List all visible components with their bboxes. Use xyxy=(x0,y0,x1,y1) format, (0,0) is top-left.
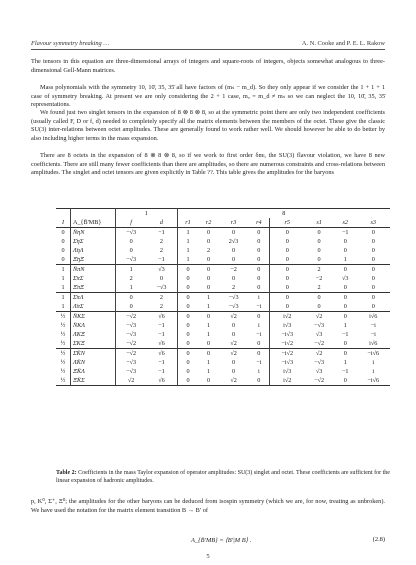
table-row xyxy=(56,339,390,349)
table-cell-s1: 0 xyxy=(317,238,321,245)
table-cell-amp: Σ̄πΣ xyxy=(71,274,116,283)
table-cell-i: 1 xyxy=(56,265,71,275)
table-cell-s3: −i√6 xyxy=(357,349,391,359)
table-cell-s3: 0 xyxy=(357,228,391,238)
table-cell-amp: Λ̄ηΛ xyxy=(71,246,116,255)
table-cell-s2: √3 xyxy=(341,275,349,282)
table-cell-i: 0 xyxy=(56,246,71,255)
column-header-f: f xyxy=(116,218,147,228)
table-cell-s2: 1 xyxy=(343,322,347,329)
table-cell-f: −√2 xyxy=(126,340,137,347)
running-head-authors: A. N. Cooke and P. E. L. Rakow xyxy=(301,40,385,47)
caption-label: Table 2: xyxy=(56,470,77,476)
table-cell-s3: i√6 xyxy=(357,312,391,322)
table-cell-r1: 0 xyxy=(186,331,190,338)
table-cell-r2: 1 xyxy=(207,331,211,338)
table-cell-s1: −√2 xyxy=(314,340,325,347)
table-cell-r5: −i√2 xyxy=(270,349,304,359)
table-cell-r3: 0 xyxy=(232,322,236,329)
table-cell-s3: 0 xyxy=(357,265,391,275)
table-cell-r3: 0 xyxy=(232,331,236,338)
table-cell-i: ½ xyxy=(56,349,71,359)
table-cell-r1: 0 xyxy=(186,303,190,310)
table-cell-amp: Λ̄KΞ xyxy=(71,330,116,339)
table-cell-s1: −√3 xyxy=(314,322,325,329)
table-cell-s2: 0 xyxy=(334,376,357,386)
table-cell-r3: √2 xyxy=(230,340,237,347)
table-row xyxy=(56,376,390,386)
column-header-d: d xyxy=(146,218,177,228)
table-cell-r5: i√2 xyxy=(270,376,304,386)
table-cell-r5: 0 xyxy=(285,284,289,291)
table-cell-r4: i xyxy=(248,321,269,330)
table-cell-f: 0 xyxy=(129,247,133,254)
table-cell-d: √6 xyxy=(146,376,177,386)
table-cell-d: 2 xyxy=(146,293,177,303)
table-cell-r3: 0 xyxy=(232,247,236,254)
column-header-amp: A_{B̄'MB} xyxy=(71,218,116,228)
table-cell-s3: i xyxy=(372,359,375,366)
table-cell-s1: √3 xyxy=(315,331,323,338)
table-cell-r2: 0 xyxy=(207,284,211,291)
column-header-s3: s3 xyxy=(357,218,391,228)
table-cell-r4: 0 xyxy=(248,228,269,238)
table-cell-d: 2 xyxy=(146,246,177,255)
table-cell-d: √6 xyxy=(146,339,177,349)
table-cell-s1: −√2 xyxy=(304,376,334,386)
table-cell-f: −√3 xyxy=(126,368,137,375)
table-cell-r4: −i xyxy=(248,302,269,312)
table-cell-r5: i√3 xyxy=(283,368,292,375)
table-cell-r3: 2 xyxy=(232,284,236,291)
table-cell-i: 1 xyxy=(56,302,71,312)
table-cell-s1: √2 xyxy=(304,312,334,322)
table-cell-r1: 0 xyxy=(186,340,190,347)
table-row xyxy=(56,330,390,339)
column-header-r3: r3 xyxy=(219,218,249,228)
table-cell-r4: i xyxy=(248,367,269,376)
table-row xyxy=(56,274,390,283)
table-cell-i: 1 xyxy=(56,293,71,303)
table-cell-r5: i√2 xyxy=(270,312,304,322)
table-cell-i: ½ xyxy=(56,321,71,330)
table-cell-s1: √2 xyxy=(304,349,334,359)
table-cell-r1: 0 xyxy=(177,265,198,275)
table-cell-s2: 0 xyxy=(334,312,357,322)
table-cell-s1: 2 xyxy=(317,284,321,291)
table-cell-s2: 0 xyxy=(343,238,347,245)
table-row xyxy=(56,246,390,255)
table-cell-r1: 0 xyxy=(186,275,190,282)
table-cell-s2: −1 xyxy=(341,368,349,375)
paragraph-octets: There are 8 octets in the expansion of 8 ⊗ 8 ⊗ 8, so if we work to first order δmₗ, the SU(3) flavour violation, we have 8 new coefficients. There are still many fewer coefficients than there are amplitudes, so there are numerous constraints and cross-relations between amplitudes. The singlet and octet tensors are given explicitly in Table ??. This table gives the amplitudes for the baryons xyxy=(31,152,385,177)
table-cell-r1: 0 xyxy=(186,284,190,291)
table-cell-s3: 0 xyxy=(371,247,375,254)
paragraph-tensors: The tensors in this equation are three-dimensional arrays of integers and square-roots of integers, objects somewhat analogous to three-dimensional Gell-Mann matrices. xyxy=(31,58,385,74)
table-cell-r1: 0 xyxy=(186,368,190,375)
paragraph-mass-polynomials: Mass polynomials with the symmetry 10, 10̄, 35, 35̄ all have factors of (mₛ − m_d). So they only appear if we consider the 1 + 1 + 1 case of symmetry breaking. At present we are only considering the 2 + 1 case, mᵤ = m_d ≠ mₛ so we can neglect the 10, 10̄, 35, 35̄ representations. xyxy=(31,84,385,109)
column-header-r2: r2 xyxy=(198,218,218,228)
table-cell-i: 0 xyxy=(56,228,71,238)
table-row xyxy=(56,283,390,293)
table-cell-f: √2 xyxy=(116,376,147,386)
table-cell-r2: 1 xyxy=(207,322,211,329)
table-row xyxy=(56,358,390,367)
table-cell-r2: 0 xyxy=(207,340,211,347)
equation-2-8 xyxy=(31,536,385,546)
table-cell-r2: 0 xyxy=(207,275,211,282)
table-cell-r3: √2 xyxy=(219,312,249,322)
table-cell-r5: 0 xyxy=(285,238,289,245)
group-header-octet: 8 xyxy=(177,209,390,219)
table-cell-r3: −2 xyxy=(219,265,249,275)
table-cell-amp: Ξ̄ηΞ xyxy=(71,255,116,265)
table-cell-d: √3 xyxy=(146,265,177,275)
table-cell-i: 1 xyxy=(56,283,71,293)
table-cell-amp: Λ̄πΣ xyxy=(71,302,116,312)
table-cell-d: 2 xyxy=(146,237,177,246)
table-cell-amp: Σ̄πΛ xyxy=(71,293,116,303)
table-cell-r5: −i√2 xyxy=(281,340,294,347)
table-cell-d: −1 xyxy=(146,228,177,238)
column-header-i: I xyxy=(56,218,71,228)
table-cell-s2: 0 xyxy=(343,340,347,347)
table-cell-amp: Ξ̄K̄Λ xyxy=(71,367,116,376)
table-cell-f: 2 xyxy=(129,275,133,282)
table-cell-r1: 1 xyxy=(186,238,190,245)
table-cell-r3: √2 xyxy=(219,349,249,359)
table-cell-s3: i√6 xyxy=(369,340,378,347)
table-cell-s1: 0 xyxy=(304,228,334,238)
table-cell-r2: 0 xyxy=(198,265,218,275)
column-header-r1: r1 xyxy=(177,218,198,228)
table-cell-f: −√3 xyxy=(126,256,137,263)
table-cell-amp: Σ̄KΞ xyxy=(71,339,116,349)
table-cell-s2: 1 xyxy=(343,256,347,263)
table-cell-s1: −2 xyxy=(315,275,323,282)
group-header-blank xyxy=(71,209,116,219)
table-cell-f: −√3 xyxy=(126,322,137,329)
table-cell-r1: 0 xyxy=(177,312,198,322)
table-cell-r4: −i xyxy=(248,330,269,339)
coefficient-table-wrap xyxy=(56,208,390,386)
table-cell-amp: N̄KΣ xyxy=(71,312,116,322)
table-cell-r4: 0 xyxy=(248,274,269,283)
equation-number: (2.8) xyxy=(372,536,385,543)
table-cell-f: 1 xyxy=(129,284,133,291)
table-cell-r3: 0 xyxy=(232,256,236,263)
table-cell-d: √6 xyxy=(146,312,177,322)
table-cell-s1: √3 xyxy=(315,368,323,375)
table-cell-r2: 1 xyxy=(207,368,211,375)
table-cell-amp: Ξ̄πΞ xyxy=(71,283,116,293)
table-cell-r3: −√3 xyxy=(219,293,249,303)
table-cell-s3: 0 xyxy=(357,293,391,303)
table-body xyxy=(56,228,390,386)
column-header-s1: s1 xyxy=(304,218,334,228)
table-cell-d: √6 xyxy=(146,349,177,359)
table-cell-r5: 0 xyxy=(270,265,304,275)
table-cell-amp: N̄ηN xyxy=(71,228,116,238)
table-row xyxy=(56,349,390,359)
table-cell-r3: 0 xyxy=(232,359,236,366)
table-cell-r1: 0 xyxy=(177,376,198,386)
table-cell-amp: Ξ̄K̄Σ xyxy=(71,376,116,386)
table-cell-r5: −i√3 xyxy=(281,331,294,338)
table-cell-amp: N̄KΛ xyxy=(71,321,116,330)
table-cell-r4: 0 xyxy=(248,255,269,265)
table-cell-r4: i xyxy=(248,293,269,303)
table-cell-i: ½ xyxy=(56,312,71,322)
table-cell-f: −√3 xyxy=(126,359,137,366)
table-cell-f: −√2 xyxy=(116,349,147,359)
table-cell-r2: 0 xyxy=(198,228,218,238)
table-cell-d: −1 xyxy=(146,367,177,376)
table-cell-i: ½ xyxy=(56,376,71,386)
table-cell-i: ½ xyxy=(56,367,71,376)
table-cell-d: −1 xyxy=(146,358,177,367)
table-row xyxy=(56,255,390,265)
table-cell-r4: 0 xyxy=(248,376,269,386)
table-cell-s2: 0 xyxy=(334,349,357,359)
paragraph-singlet-tensors: We found just two singlet tensors in the expansion of 8 ⊗ 8 ⊗ 8, so at the symmetric point there are only two independent coefficients (usually called F, D or f, d) needed to completely specify all the matrix elements between the members of the octet. These give the classic SU(3) inter-relations between octet amplitudes. These are generally found to work rather well. We should however be able to do better by also including higher terms in the mass expansion. xyxy=(31,109,385,142)
table-row xyxy=(56,367,390,376)
table-cell-r2: 0 xyxy=(198,312,218,322)
table-cell-d: −1 xyxy=(146,255,177,265)
table-cell-r2: 1 xyxy=(198,293,218,303)
table-cell-r3: 0 xyxy=(232,275,236,282)
table-row xyxy=(56,302,390,312)
table-cell-s3: −i xyxy=(370,322,376,329)
table-caption xyxy=(56,469,390,485)
table-cell-r2: 0 xyxy=(198,376,218,386)
table-cell-r5: i√3 xyxy=(283,322,292,329)
table-cell-s3: −i xyxy=(370,331,376,338)
group-header-blank xyxy=(56,209,71,219)
column-header-r4: r4 xyxy=(248,218,269,228)
table-row xyxy=(56,321,390,330)
table-cell-r1: 0 xyxy=(186,322,190,329)
table-cell-s3: 0 xyxy=(371,303,375,310)
table-cell-s2: 0 xyxy=(334,265,357,275)
table-cell-s3: −i√6 xyxy=(357,376,391,386)
table-cell-r1: 0 xyxy=(177,349,198,359)
table-cell-r2: 0 xyxy=(207,238,211,245)
table-cell-i: 0 xyxy=(56,237,71,246)
table-cell-s2: 0 xyxy=(334,293,357,303)
table-group-header-row xyxy=(56,209,390,219)
table-row xyxy=(56,293,390,303)
table-cell-r2: 1 xyxy=(207,303,211,310)
caption-text: Coefficients in the mass Taylor expansion of operator amplitudes: SU(3) singlet and octet. These coefficients are sufficient for the linear expansion of hadronic amplitudes. xyxy=(56,470,390,484)
table-cell-s3: 0 xyxy=(371,256,375,263)
table-cell-r1: 1 xyxy=(177,228,198,238)
table-cell-amp: N̄πN xyxy=(71,265,116,275)
table-cell-s1: 2 xyxy=(304,265,334,275)
table-cell-i: 0 xyxy=(56,255,71,265)
table-cell-f: −√3 xyxy=(126,331,137,338)
table-cell-f: −√2 xyxy=(116,312,147,322)
table-cell-d: 2 xyxy=(146,302,177,312)
table-cell-r3: 2√3 xyxy=(228,238,239,245)
table-cell-i: ½ xyxy=(56,339,71,349)
table-cell-r4: 0 xyxy=(248,349,269,359)
table-cell-r3: −√3 xyxy=(228,303,239,310)
table-cell-s3: 0 xyxy=(371,275,375,282)
table-cell-s1: 0 xyxy=(317,256,321,263)
table-cell-f: 0 xyxy=(129,303,133,310)
table-cell-d: −1 xyxy=(146,321,177,330)
table-cell-r4: −i xyxy=(248,358,269,367)
table-cell-s2: 1 xyxy=(343,359,347,366)
table-cell-r3: 0 xyxy=(232,368,236,375)
table-row xyxy=(56,237,390,246)
table-cell-r2: 2 xyxy=(207,247,211,254)
table-cell-r4: 0 xyxy=(248,246,269,255)
page-number: 5 xyxy=(206,553,210,560)
table-cell-d: −1 xyxy=(146,330,177,339)
table-row xyxy=(56,265,390,275)
table-cell-s3: 0 xyxy=(371,284,375,291)
table-cell-d: −√3 xyxy=(146,283,177,293)
table-row xyxy=(56,312,390,322)
table-cell-r5: 0 xyxy=(270,228,304,238)
coefficient-table xyxy=(56,208,390,386)
table-cell-i: ½ xyxy=(56,358,71,367)
table-cell-r2: 1 xyxy=(207,359,211,366)
table-cell-r4: 0 xyxy=(248,237,269,246)
table-cell-r4: 0 xyxy=(248,265,269,275)
table-cell-r4: 0 xyxy=(248,312,269,322)
table-cell-r4: 0 xyxy=(248,339,269,349)
table-cell-r5: 0 xyxy=(285,275,289,282)
table-cell-amp: Σ̄K̄N xyxy=(71,349,116,359)
table-cell-d: 0 xyxy=(146,274,177,283)
table-cell-f: 0 xyxy=(129,238,133,245)
table-cell-i: 1 xyxy=(56,274,71,283)
table-cell-s2: 0 xyxy=(343,303,347,310)
table-cell-r4: 0 xyxy=(248,283,269,293)
table-cell-i: ½ xyxy=(56,330,71,339)
table-cell-r2: 0 xyxy=(207,256,211,263)
table-cell-s3: i xyxy=(372,368,375,375)
table-cell-r1: 1 xyxy=(186,247,190,254)
table-cell-f: 0 xyxy=(116,293,147,303)
table-cell-r3: 0 xyxy=(219,228,249,238)
table-cell-s3: 0 xyxy=(371,238,375,245)
table-column-header-row xyxy=(56,218,390,228)
equation-body: A_{B̄′MB} = ⟨B′|M B⟩ . xyxy=(191,537,252,544)
table-cell-r5: −i√3 xyxy=(281,359,294,366)
paragraph-notation: p, K⁰, Σ⁺, Ξ⁰; the amplitudes for the other baryons can be deduced from isospin symmetry (which we are, for now, treating as unbroken). We have used the notation for the matrix element transition B → B′ of xyxy=(31,498,385,514)
table-cell-r1: 0 xyxy=(177,293,198,303)
table-cell-r2: 0 xyxy=(198,349,218,359)
table-cell-r5: 0 xyxy=(270,293,304,303)
table-cell-amp: Λ̄K̄N xyxy=(71,358,116,367)
column-header-r5: r5 xyxy=(270,218,304,228)
table-cell-amp: Σ̄ηΣ xyxy=(71,237,116,246)
running-head-title: Flavour symmetry breaking … xyxy=(31,40,110,47)
table-cell-s1: 0 xyxy=(317,247,321,254)
table-cell-r1: 1 xyxy=(186,256,190,263)
table-cell-s2: −1 xyxy=(334,228,357,238)
table-cell-s2: 0 xyxy=(343,284,347,291)
group-header-singlet: 1 xyxy=(116,209,178,219)
table-cell-s1: 0 xyxy=(304,293,334,303)
running-head xyxy=(31,40,385,50)
table-cell-f: 1 xyxy=(116,265,147,275)
table-cell-r3: √2 xyxy=(219,376,249,386)
table-cell-s1: −√3 xyxy=(314,359,325,366)
table-cell-r5: 0 xyxy=(285,256,289,263)
table-cell-s2: 0 xyxy=(343,247,347,254)
table-cell-f: −√3 xyxy=(116,228,147,238)
table-cell-s2: −1 xyxy=(341,331,349,338)
table-row xyxy=(56,228,390,238)
table-cell-s1: 0 xyxy=(317,303,321,310)
table-cell-r1: 0 xyxy=(186,359,190,366)
table-cell-r5: 0 xyxy=(285,247,289,254)
table-cell-r5: 0 xyxy=(285,303,289,310)
column-header-s2: s2 xyxy=(334,218,357,228)
